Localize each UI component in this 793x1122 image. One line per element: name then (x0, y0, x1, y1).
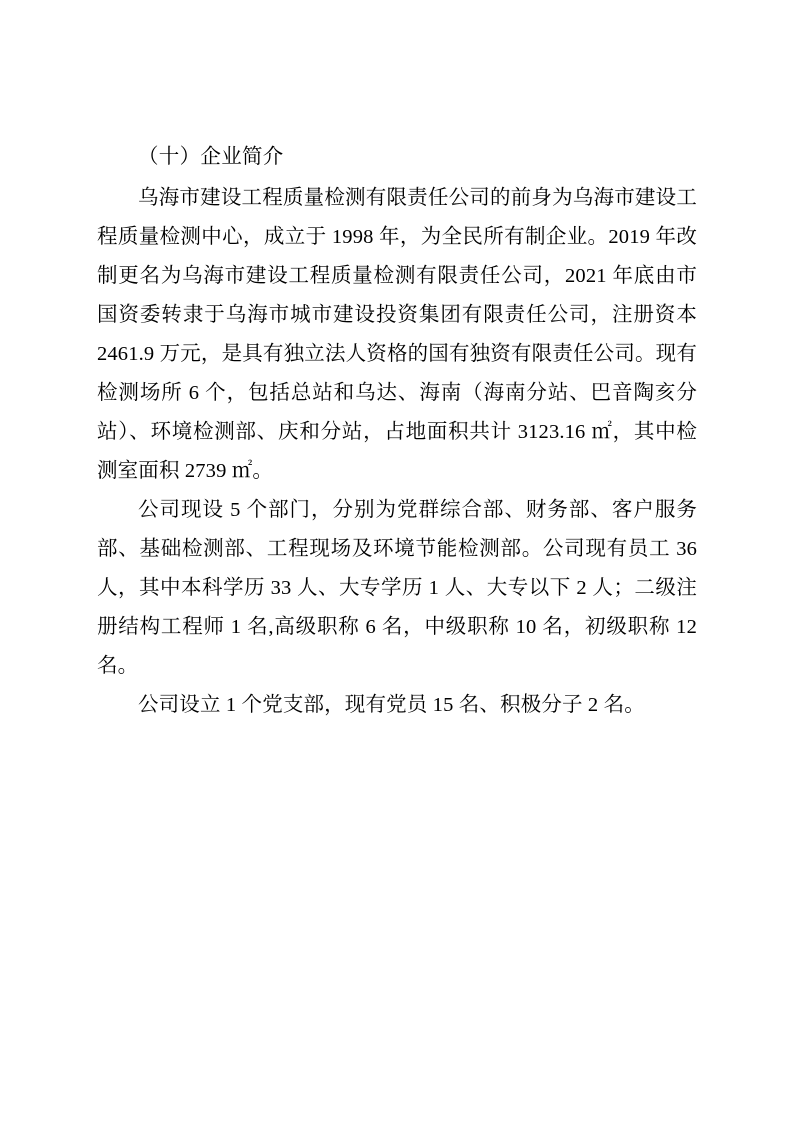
document-body (97, 138, 697, 725)
paragraph-party-branch: 公司设立 1 个党支部，现有党员 15 名、积极分子 2 名。 (138, 694, 645, 716)
paragraph-departments-staff: 公司现设 5 个部门，分别为党群综合部、财务部、客户服务部、基础检测部、工程现场及环境节能检测部。公司现有员工 36 人，其中本科学历 33 人、大专学历 1 人、大专以下 2 人；二级注册结构工程师 1 名,高级职称 6 名，中级职称 10 名，初级职称 12 名。 (97, 499, 697, 677)
section-heading: （十）企业简介 (138, 146, 284, 168)
paragraph-company-overview: 乌海市建设工程质量检测有限责任公司的前身为乌海市建设工程质量检测中心，成立于 1998 年，为全民所有制企业。2019 年改制更名为乌海市建设工程质量检测有限责任公司，2021 年底由市国资委转隶于乌海市城市建设投资集团有限责任公司，注册资本 2461.9 万元，是具有独立法人资格的国有独资有限责任公司。现有检测场所 6 个，包括总站和乌达、海南（海南分站、巴音陶亥分站）、环境检测部、庆和分站，占地面积共计 3123.16 ㎡，其中检测室面积 2739 ㎡。 (97, 187, 697, 482)
